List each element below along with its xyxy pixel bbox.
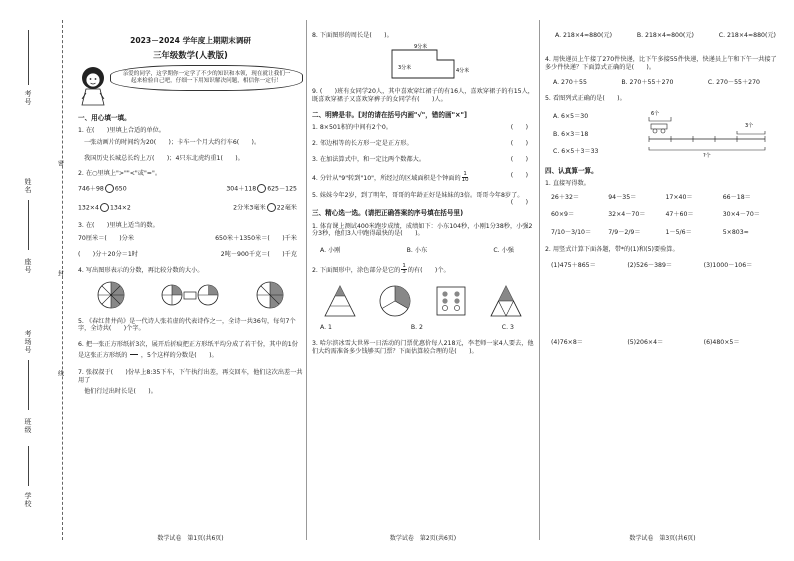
choice-3-options	[545, 32, 780, 40]
cut-mark-2: 封	[56, 270, 64, 276]
fraction-circle-figure	[253, 280, 287, 310]
section-4-title: 四、认真算一算。	[545, 166, 598, 175]
cut-line	[62, 20, 63, 540]
cut-mark-1: 密	[56, 160, 64, 166]
margin-blank-room[interactable]	[28, 360, 29, 410]
vertical-calc-item[interactable]: (1)475＋865＝	[551, 261, 596, 269]
choice-5-body	[545, 107, 780, 159]
triangle-figure	[323, 284, 357, 318]
compare-left: 2分米3毫米	[233, 204, 266, 212]
vertical-calc-row-2	[545, 339, 780, 347]
option-a[interactable]: A. 218×4≈880(元)	[555, 32, 612, 39]
compare-right: 134×2	[109, 204, 131, 212]
page-1	[78, 22, 303, 542]
dot-grid-figure	[434, 284, 468, 318]
calc-item[interactable]: 17×40＝	[665, 193, 693, 201]
judge-answer-box[interactable]: ( )	[510, 155, 528, 163]
fill-item[interactable]: 2吨－900千克＝( )千克	[220, 251, 297, 259]
judge-text: 5. 妹妹今年2岁，到了明年，哥哥的年龄正好是妹妹的3倍。哥哥今年8岁了。	[312, 191, 524, 199]
judge-3	[312, 156, 534, 164]
option-a[interactable]: A. 6×5＝30	[553, 112, 589, 120]
margin-field-school: 学校	[24, 492, 32, 508]
question-7b[interactable]: 他们行过出时长是( )。	[84, 388, 157, 396]
compare-circle[interactable]	[257, 184, 266, 193]
judge-2	[312, 140, 534, 148]
vertical-calc-item[interactable]: (6)480×5＝	[703, 339, 740, 347]
judge-4	[312, 172, 534, 184]
compare-circle[interactable]	[100, 203, 109, 212]
compare-right: 22毫米	[276, 204, 297, 212]
margin-blank-id[interactable]	[28, 30, 29, 85]
question-9[interactable]: 9. ( )班有女同学20人，其中喜欢穿红裙子的有16人，喜欢穿裙子的有15人，既喜欢穿裙子又喜欢穿裤子的女同学有( )人。	[312, 87, 534, 103]
compare-right: 625－125	[267, 185, 297, 193]
compare-right: 650	[114, 185, 127, 193]
compare-left: 746＋98	[78, 185, 104, 193]
vertical-calc-row-1	[545, 262, 780, 270]
calc-item[interactable]: 47＋60＝	[665, 211, 694, 219]
compare-circle[interactable]	[105, 184, 114, 193]
choice-2-options	[312, 324, 534, 332]
page-2	[312, 22, 534, 542]
calc-item[interactable]: 26＋32＝	[551, 193, 580, 201]
calc-1: 1. 直接写得数。	[545, 179, 590, 187]
fraction-figures	[78, 280, 303, 310]
binding-margin	[0, 0, 70, 561]
compare-row-2	[78, 203, 303, 212]
column-divider	[306, 20, 307, 540]
margin-field-id: 考号	[24, 90, 32, 106]
page-footer: 数学试卷 第2页(共6页)	[389, 534, 457, 542]
oral-calc-grid	[545, 194, 780, 237]
choice-5[interactable]: 5. 看图列式正确的是( )。	[545, 95, 626, 102]
circle-figure	[378, 284, 412, 318]
fraction-circle-figure	[94, 280, 128, 310]
perimeter-label: 3分米	[398, 64, 412, 71]
triangle-grid-figure	[489, 284, 523, 318]
question-1a[interactable]: 一张动画片的时间约为20( )；卡车一个月大约行车6( )。	[84, 138, 261, 146]
compare-left: 132×4	[78, 204, 99, 212]
compare-left: 304＋118	[226, 185, 257, 193]
calc-item[interactable]: 66－18＝	[722, 193, 751, 201]
choice-2-text-b: 的有( )个。	[407, 266, 450, 274]
margin-field-seat: 座号	[24, 258, 32, 274]
vertical-calc-item[interactable]: (3)1000－106＝	[703, 261, 753, 269]
question-2: 2. 在○里填上">""<"或"="。	[78, 170, 162, 178]
margin-field-name: 姓名	[24, 178, 32, 194]
option-a[interactable]: A. 270＋55	[553, 79, 587, 87]
exam-title: 2023－2024 学年度上期期末调研	[130, 36, 251, 45]
judge-text: 3. 在加法算式中，和一定比两个数都大。	[312, 155, 426, 163]
option-b[interactable]: B. 6×3＝18	[553, 130, 589, 138]
diagram-label: ?个	[703, 152, 711, 159]
notice-bubble: 亲爱的同学，这学期你一定学了不少的知识和本领，现在就让我们一起来检验自己吧，仔细一下用知识解决问题，相信你一定行！	[110, 65, 303, 91]
option-b[interactable]: B. 小东	[406, 247, 428, 255]
option-c[interactable]: C. 小强	[493, 247, 514, 255]
girl-illustration	[78, 65, 108, 107]
option-b[interactable]: B. 2	[410, 323, 423, 331]
judge-answer-box[interactable]: ( )	[510, 140, 528, 148]
fraction-one-tenth: $\frac{1}{10}$	[461, 170, 469, 184]
page-3	[545, 22, 780, 542]
question-3: 3. 在( )里填上适当的数。	[78, 221, 159, 229]
choice-3[interactable]: 3. 哈尔滨冰雪大世界一日活动的门票优惠价每人218元，李老师一家4人要去，他们大约需准备多少钱够买门票？下面估算较合理的是( )。	[312, 340, 534, 356]
fill-item[interactable]: 70厘米＝( )分米	[78, 235, 135, 243]
choice-5-options	[545, 107, 645, 159]
fill-row-1	[78, 235, 303, 243]
column-divider	[539, 20, 540, 540]
judge-text: 4. 分针从"9"转到"10"，所经过的区域面积是个钟面的	[312, 174, 461, 182]
fraction-blank[interactable]	[130, 349, 137, 361]
compare-row-1	[78, 184, 303, 193]
vertical-calc-item[interactable]: (2)526－389＝	[627, 261, 673, 269]
fill-item[interactable]: ( )分＋20分＝1时	[78, 251, 138, 259]
choice-1[interactable]: 1. 体育课上测试400米跑步成绩，成绩如下：小东104秒，小刚1分38秒，小强2分3秒，他们3人中跑得最快的是( )。	[312, 222, 533, 238]
option-c[interactable]: C. 6×5＋3＝33	[553, 148, 599, 156]
calc-item[interactable]: 32×4－70＝	[608, 211, 646, 219]
page-footer: 数学试卷 第1页(共6页)	[157, 534, 224, 542]
cut-mark-3: 线	[56, 370, 64, 376]
calc-item[interactable]: 7/9－2/9＝	[608, 229, 641, 237]
option-a[interactable]: A. 1	[320, 323, 332, 331]
judge-text: 1. 8×501积的中间有2个0。	[312, 124, 392, 132]
calc-item[interactable]: 7/10－3/10＝	[551, 229, 592, 237]
fraction-one-third: $\frac{1}{3}$	[402, 262, 406, 276]
judge-answer-box[interactable]: ( )	[510, 199, 528, 207]
question-1: 1. 在( )里填上合适的单位。	[78, 127, 165, 135]
question-6[interactable]	[78, 341, 303, 361]
calc-item[interactable]: 60×9＝	[551, 211, 575, 219]
question-6-text-b: ，5个这样的分数是( )。	[140, 351, 218, 359]
option-b[interactable]: B. 270＋55＋270	[621, 79, 674, 87]
question-7[interactable]: 7. 张叔叔于( )份早上8:35下车，下午执行出差，再交回车，他们这次出差一共用了	[78, 368, 303, 384]
notice	[78, 65, 303, 109]
diagram-label: 6个	[651, 110, 660, 117]
question-5[interactable]: 5. 《春红昔井尚》是一代诗人张若虚的代表诗作之一，全诗一共36句，每句7个字，全诗共( )个字。	[78, 317, 296, 333]
question-8[interactable]: 8. 下面图形的周长是( )。	[312, 32, 393, 39]
option-b[interactable]: B. 218×4≈800(元)	[636, 32, 694, 39]
question-4: 4. 写出图形表示的分数，再比较分数的大小。	[78, 266, 204, 274]
choice-2-text: 2. 下面图形中，涂色部分是它的	[312, 266, 401, 274]
option-a[interactable]: A. 小刚	[320, 247, 341, 255]
judge-1	[312, 124, 534, 132]
compare-circle[interactable]	[267, 203, 276, 212]
margin-blank-name[interactable]	[28, 200, 29, 250]
calc-item[interactable]: 30×4－70＝	[722, 211, 760, 219]
perimeter-label: 4分米	[456, 67, 470, 74]
choice-1-options	[312, 247, 534, 255]
fill-row-2	[78, 251, 303, 259]
judge-text: 2. 邻边相等的长方形一定是正方形。	[312, 140, 413, 148]
vertical-calc-item[interactable]: (5)206×4＝	[627, 339, 664, 347]
page-footer: 数学试卷 第3页(共6页)	[629, 534, 696, 542]
vertical-calc-item[interactable]: (4)76×8＝	[551, 339, 583, 347]
exam-subtitle: 三年级数学(人教版)	[153, 50, 228, 61]
option-c[interactable]: C. 3	[501, 323, 514, 331]
judge-answer-box[interactable]: ( )	[510, 171, 528, 179]
calc-item[interactable]: 5×803≈	[722, 229, 749, 237]
calc-item[interactable]: 94－35＝	[608, 193, 637, 201]
option-c[interactable]: C. 218×4≈880(元)	[718, 32, 776, 39]
choice-4-options	[545, 79, 780, 87]
perimeter-label: 9分米	[414, 43, 428, 50]
option-c[interactable]: C. 270－55＋270	[707, 79, 760, 87]
question-6-text: 6. 把一张正方形纸折3次，展开后折痕把正方形纸平均分成了若干份，其中的1份是这张正方形纸的	[78, 341, 298, 359]
judge-5	[312, 191, 534, 207]
margin-field-room: 考场号	[24, 330, 32, 354]
diagram-label: 3个	[745, 122, 754, 129]
section-2-title: 二、明辨是非。[对的请在括号内画"√"，错的画"×"]	[312, 111, 467, 120]
question-1b[interactable]: 我国历史长城总长约上万( )；4只东北虎约重1( )。	[84, 154, 244, 162]
fill-item[interactable]: 650米＋1350米＝( )千米	[215, 235, 297, 243]
fraction-compare-figure	[160, 280, 220, 310]
section-3-title: 三、精心选一选。(请把正确答案的序号填在括号里)	[312, 209, 464, 218]
calc-item[interactable]: 1－5/6＝	[665, 229, 692, 237]
line-diagram	[645, 107, 770, 159]
margin-blank-class[interactable]	[28, 446, 29, 486]
perimeter-figure	[382, 42, 502, 82]
choice-2[interactable]	[312, 264, 534, 276]
section-1-title: 一、用心填一填。	[78, 113, 131, 122]
shaded-figures	[312, 284, 534, 318]
margin-field-class: 班级	[24, 418, 32, 434]
choice-4[interactable]: 4. 用快递员上午接了270件快递，比下午多接55件快递，快递员上午和下午一共接了多少件快递？下面算式正确的是( )。	[545, 55, 777, 71]
calc-2: 2. 用竖式计算下面各题，带*的(1)和(5)要验算。	[545, 245, 679, 253]
judge-answer-box[interactable]: ( )	[510, 124, 528, 132]
